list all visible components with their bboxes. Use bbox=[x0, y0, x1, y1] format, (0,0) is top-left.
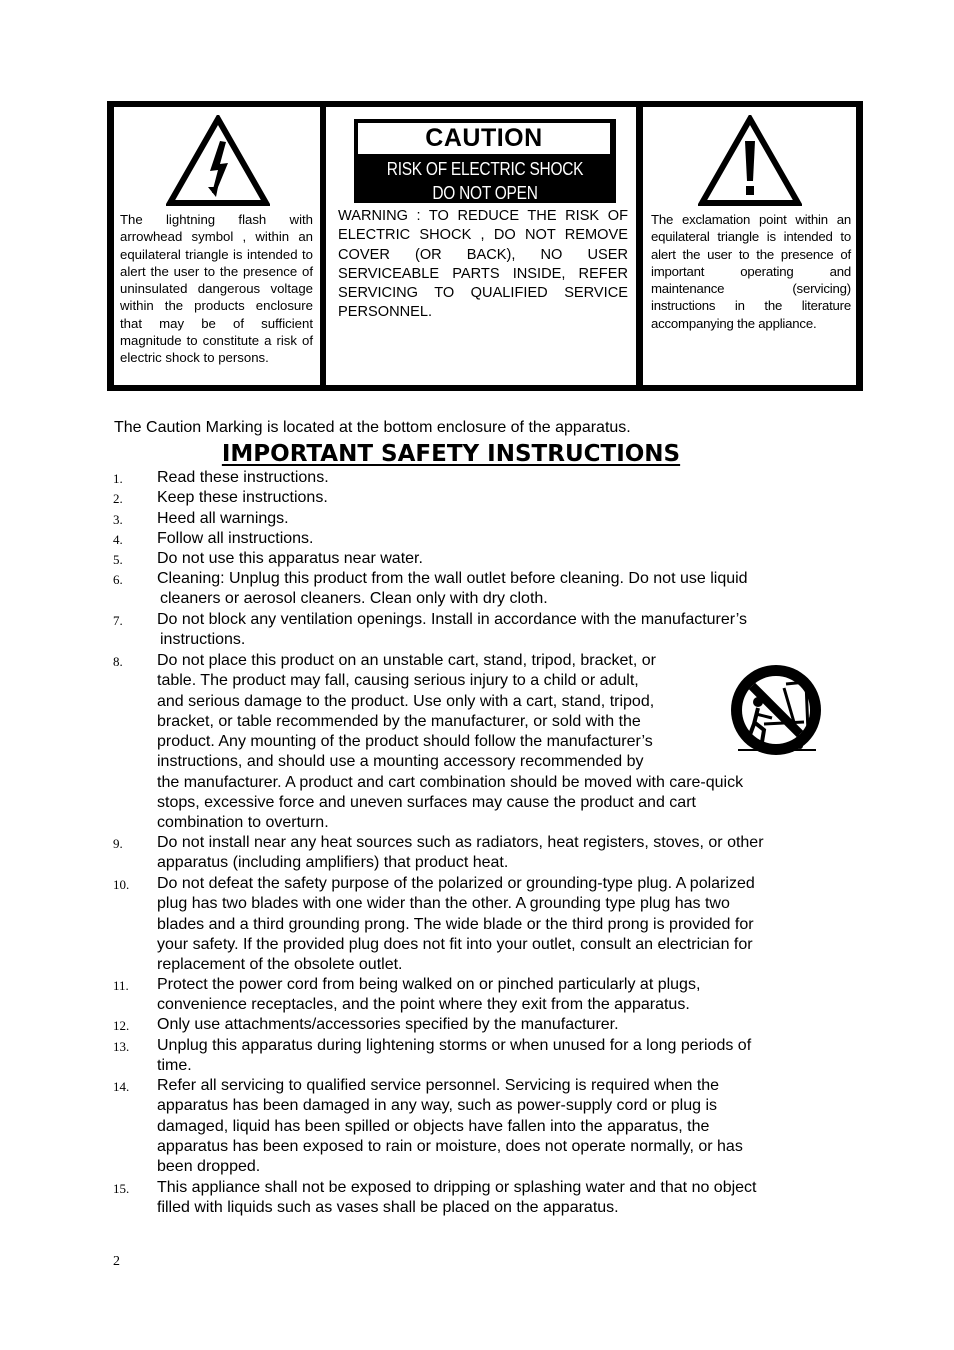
item-text: Do not defeat the safety purpose of the polarized or grounding-type plug. A polarized bbox=[157, 875, 755, 892]
item-number: 3. bbox=[113, 512, 123, 527]
item-text: stops, excessive force and uneven surfaces may cause the product and cart bbox=[157, 794, 696, 812]
exclamation-panel bbox=[643, 107, 856, 385]
item-text: the manufacturer. A product and cart combination should be moved with care-quick bbox=[157, 773, 744, 791]
item-text: apparatus (including amplifiers) that product heat. bbox=[157, 854, 509, 872]
item-text: combination to overturn. bbox=[157, 814, 329, 832]
item-text: Do not install near any heat sources such as radiators, heat registers, stoves, or other bbox=[157, 834, 764, 851]
caution-center-panel bbox=[326, 107, 636, 385]
item-text: Do not block any ventilation openings. Install in accordance with the manufacturer’s bbox=[157, 611, 747, 628]
exclamation-warning-icon bbox=[698, 115, 802, 207]
item-number: 5. bbox=[113, 552, 123, 567]
item-text: table. The product may fall, causing serious injury to a child or adult, bbox=[157, 672, 639, 690]
item-text: product. Any mounting of the product should follow the manufacturer’s bbox=[157, 733, 653, 751]
page-title: IMPORTANT SAFETY INSTRUCTIONS bbox=[221, 441, 681, 467]
item-text: replacement of the obsolete outlet. bbox=[157, 956, 403, 974]
lightning-description: The lightning flash with arrowhead symbol , within an equilateral triangle is intended to alert the user to the presence of uninsulated dangerous voltage within the products enclosure that may be of sufficient magnitude to constitute a risk of electric shock to persons. bbox=[120, 212, 313, 366]
item-text: Follow all instructions. bbox=[157, 530, 314, 547]
item-number: 1. bbox=[113, 471, 123, 486]
item-number: 2. bbox=[113, 491, 123, 506]
item-number: 11. bbox=[113, 978, 129, 993]
item-text: Read these instructions. bbox=[157, 469, 329, 486]
caution-title: CAUTION bbox=[358, 123, 610, 154]
item-text: apparatus has been exposed to rain or moisture, does not operate normally, or has bbox=[157, 1137, 743, 1155]
item-text: Do not place this product on an unstable cart, stand, tripod, bracket, or bbox=[157, 652, 656, 669]
item-text: filled with liquids such as vases shall be placed on the apparatus. bbox=[157, 1199, 619, 1217]
item-text: been dropped. bbox=[157, 1158, 261, 1176]
item-number: 14. bbox=[113, 1079, 130, 1094]
item-text: damaged, liquid has been spilled or objects have fallen into the apparatus, the bbox=[157, 1117, 710, 1135]
item-text: Only use attachments/accessories specified by the manufacturer. bbox=[157, 1016, 619, 1033]
item-text: Unplug this apparatus during lightening storms or when unused for a long periods of bbox=[157, 1037, 752, 1054]
caution-marking-box bbox=[107, 101, 863, 391]
item-text: instructions, and should use a mounting accessory recommended by bbox=[157, 753, 644, 771]
item-text: Refer all servicing to qualified service personnel. Servicing is required when the bbox=[157, 1077, 720, 1094]
item-number: 9. bbox=[113, 836, 123, 851]
item-text: plug has two blades with one wider than the other. A grounding type plug has two bbox=[157, 895, 730, 913]
item-text: Do not use this apparatus near water. bbox=[157, 550, 423, 567]
cart-warning-icon bbox=[724, 664, 828, 756]
item-number: 7. bbox=[113, 613, 123, 628]
page-number: 2 bbox=[113, 1254, 120, 1269]
item-number: 8. bbox=[113, 654, 123, 669]
item-text: and serious damage to the product. Use only with a cart, stand, tripod, bbox=[157, 692, 655, 710]
item-number: 6. bbox=[113, 572, 123, 587]
item-text: Protect the power cord from being walked on or pinched particularly at plugs, bbox=[157, 976, 701, 993]
exclamation-description: The exclamation point within an equilateral triangle is intended to alert the user to the presence of important operating and maintenance (servicing) instructions in the literature accompanying the appliance. bbox=[651, 212, 851, 331]
item-number: 10. bbox=[113, 877, 130, 892]
item-text: instructions. bbox=[160, 631, 246, 649]
lightning-warning-icon bbox=[166, 115, 270, 207]
warning-text: WARNING : TO REDUCE THE RISK OF ELECTRIC SHOCK , DO NOT REMOVE COVER (OR BACK), NO USER SERVICEABLE PARTS INSIDE, REFER SERVICING TO QUALIFIED SERVICE PERSONNEL. bbox=[338, 208, 628, 321]
item-text: time. bbox=[157, 1057, 192, 1075]
item-text: apparatus has been damaged in any way, such as power-supply cord or plug is bbox=[157, 1097, 718, 1115]
item-number: 12. bbox=[113, 1018, 130, 1033]
item-text: bracket, or table recommended by the manufacturer, or sold with the bbox=[157, 712, 641, 730]
item-text: This appliance shall not be exposed to dripping or splashing water and that no object bbox=[157, 1179, 757, 1196]
item-text: Cleaning: Unplug this product from the wall outlet before cleaning. Do not use liquid bbox=[157, 570, 748, 587]
caution-label bbox=[354, 119, 616, 203]
item-text: cleaners or aerosol cleaners. Clean only with dry cloth. bbox=[160, 590, 548, 608]
caution-line-1: RISK OF ELECTRIC SHOCK bbox=[386, 159, 584, 179]
item-text: blades and a third grounding prong. The wide blade or the third prong is provided for bbox=[157, 915, 754, 933]
caution-line-2: DO NOT OPEN bbox=[432, 183, 538, 203]
item-number: 4. bbox=[113, 532, 123, 547]
item-text: your safety. If the provided plug does not fit into your outlet, consult an electrician for bbox=[157, 935, 753, 953]
item-text: Keep these instructions. bbox=[157, 489, 328, 506]
caution-location-note: The Caution Marking is located at the bottom enclosure of the apparatus. bbox=[114, 419, 631, 436]
item-number: 13. bbox=[113, 1039, 130, 1054]
item-text: Heed all warnings. bbox=[157, 510, 289, 527]
item-text: convenience receptacles, and the point where they exit from the apparatus. bbox=[157, 996, 690, 1014]
item-number: 15. bbox=[113, 1181, 130, 1196]
lightning-panel bbox=[114, 107, 320, 385]
